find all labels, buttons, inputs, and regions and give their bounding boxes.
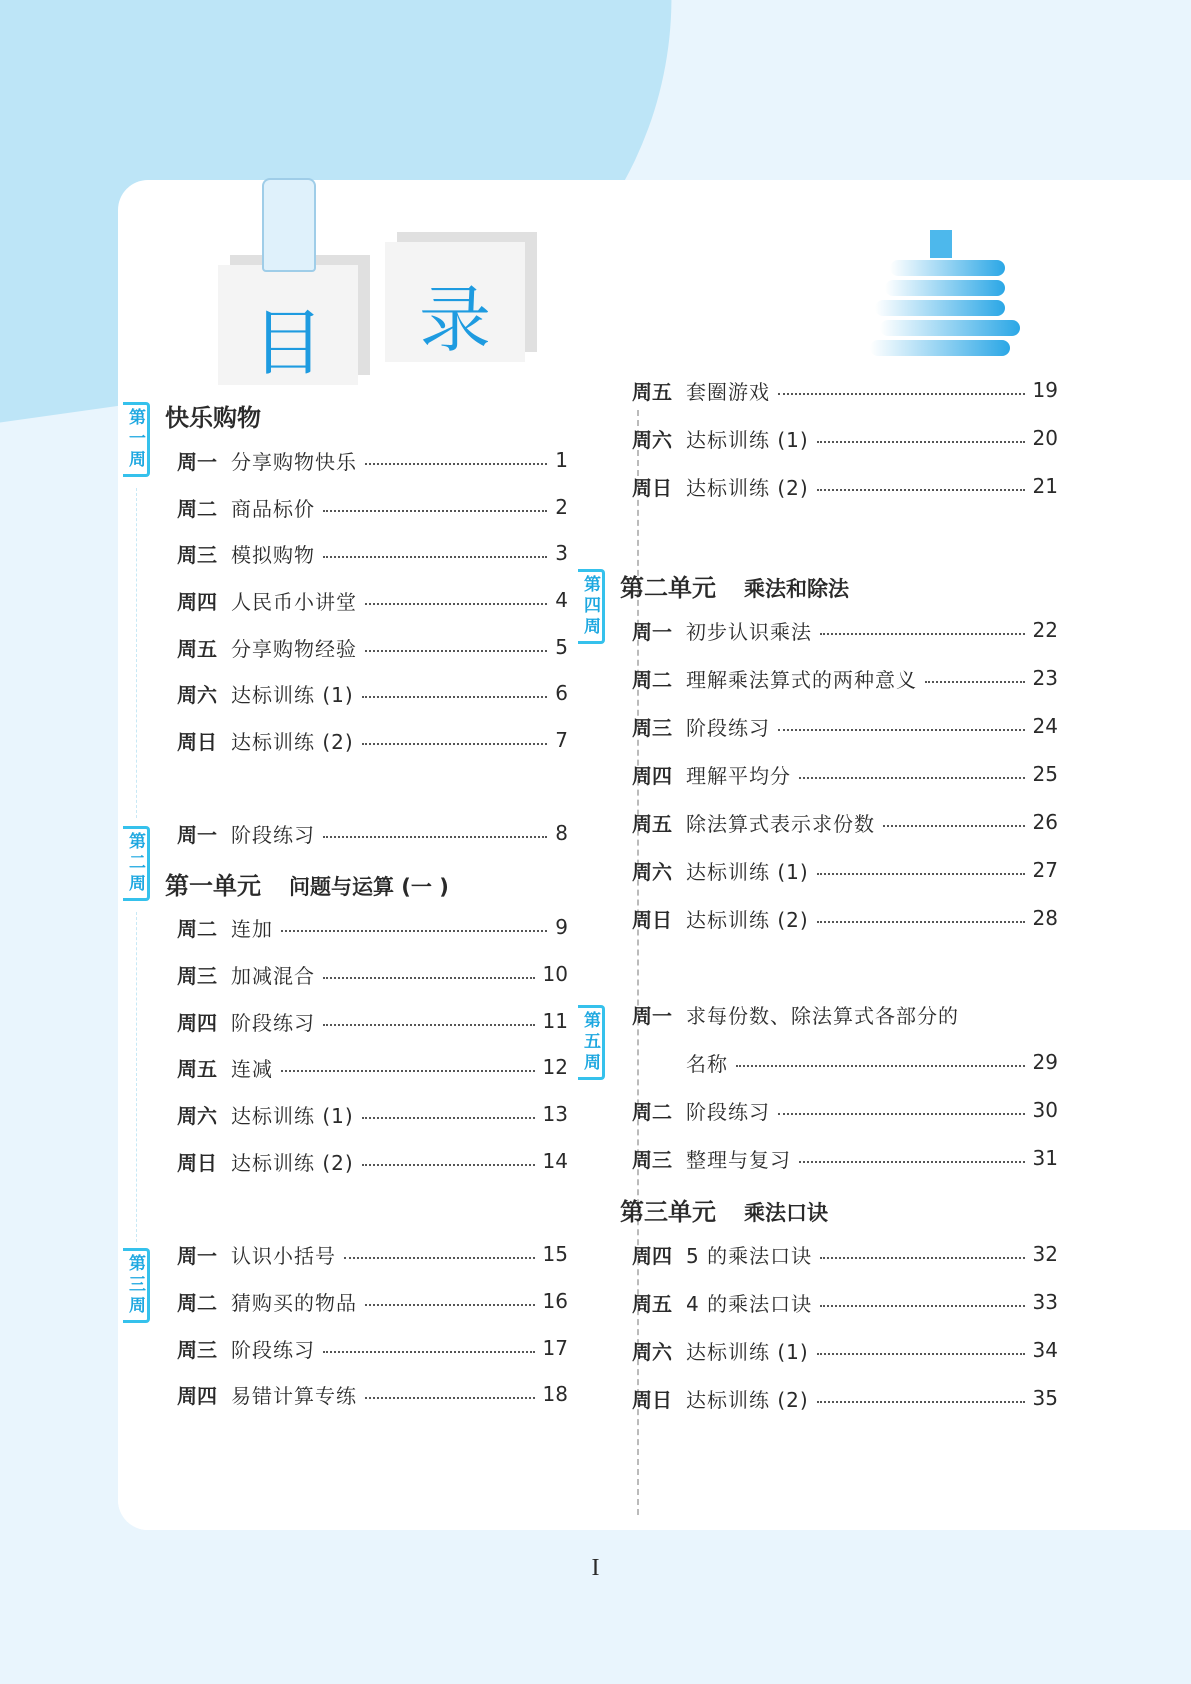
title-char: 录 (418, 278, 491, 362)
entry-page: 16 (542, 1289, 568, 1313)
toc-entry[interactable] (632, 1335, 1058, 1365)
dot-leader (365, 603, 547, 605)
heading-main: 快乐购物 (165, 404, 261, 432)
toc-entry[interactable] (177, 538, 568, 568)
entry-page: 28 (1032, 906, 1058, 930)
entry-page: 7 (555, 728, 568, 752)
entry-page: 3 (555, 541, 568, 565)
entry-title: 套圈游戏 (686, 379, 770, 404)
toc-entry[interactable] (177, 1286, 568, 1316)
toc-entry[interactable] (632, 1095, 1058, 1125)
entry-title: 阶段练习 (686, 1099, 770, 1124)
dot-leader (817, 1401, 1025, 1403)
dot-leader (323, 1351, 535, 1353)
entry-day: 周六 (177, 682, 217, 707)
entry-title: 分享购物经验 (231, 636, 357, 661)
entry-page: 12 (542, 1055, 568, 1079)
entry-page: 15 (542, 1242, 568, 1266)
entry-page: 27 (1032, 858, 1058, 882)
entry-page: 33 (1032, 1290, 1058, 1314)
toc-entry[interactable] (177, 725, 568, 755)
entry-page: 22 (1032, 618, 1058, 642)
toc-entry[interactable] (177, 959, 568, 989)
dot-leader (362, 1117, 535, 1119)
dot-leader (323, 510, 547, 512)
entry-day: 周二 (632, 667, 672, 692)
entry-day: 周五 (632, 379, 672, 404)
entry-title: 4 的乘法口诀 (686, 1291, 813, 1316)
dot-leader (362, 1164, 535, 1166)
dot-leader (778, 1113, 1025, 1115)
toc-entry[interactable] (632, 1047, 1058, 1077)
entry-page: 20 (1032, 426, 1058, 450)
entry-day: 周六 (632, 1339, 672, 1364)
entry-page: 19 (1032, 378, 1058, 402)
entry-page: 29 (1032, 1050, 1058, 1074)
toc-entry[interactable] (177, 585, 568, 615)
toc-entry[interactable] (632, 1143, 1058, 1173)
entry-day: 周四 (632, 763, 672, 788)
dot-leader (323, 556, 547, 558)
entry-page: 35 (1032, 1386, 1058, 1410)
entry-day: 周三 (632, 1147, 672, 1172)
title-cube-2 (385, 242, 525, 362)
entry-day: 周日 (177, 1150, 217, 1175)
entry-title: 达标训练 (1) (686, 859, 809, 884)
dot-leader (820, 633, 1025, 635)
entry-day: 周五 (177, 636, 217, 661)
dot-leader (817, 489, 1025, 491)
toc-entry[interactable] (177, 1379, 568, 1409)
page-number: I (591, 1555, 600, 1581)
dot-leader (362, 743, 548, 745)
heading-sub: 乘法口诀 (744, 1201, 828, 1225)
title-cube-1 (218, 265, 358, 385)
toc-entry[interactable] (632, 1239, 1058, 1269)
entry-page: 18 (542, 1382, 568, 1406)
mascot-illustration (262, 178, 316, 272)
entry-page: 6 (555, 681, 568, 705)
entry-day: 周六 (632, 427, 672, 452)
toc-entry[interactable] (177, 1052, 568, 1082)
heading-main: 第二单元 (620, 574, 716, 602)
dot-leader (736, 1065, 1025, 1067)
entry-title: 加减混合 (231, 963, 315, 988)
entry-title: 理解乘法算式的两种意义 (686, 667, 917, 692)
dot-leader (281, 1070, 535, 1072)
entry-day: 周五 (632, 1291, 672, 1316)
entry-page: 23 (1032, 666, 1058, 690)
entry-day: 周日 (632, 475, 672, 500)
toc-entry[interactable] (177, 1146, 568, 1176)
toc-entry[interactable] (632, 1383, 1058, 1413)
entry-title: 达标训练 (1) (231, 1103, 354, 1128)
dot-leader (817, 873, 1025, 875)
dot-leader (323, 1024, 535, 1026)
entry-day: 周四 (632, 1243, 672, 1268)
section-heading (165, 398, 261, 433)
entry-day: 周六 (632, 859, 672, 884)
dot-leader (817, 1353, 1025, 1355)
entry-title: 商品标价 (231, 496, 315, 521)
entry-day: 周四 (177, 589, 217, 614)
entry-page: 34 (1032, 1338, 1058, 1362)
entry-day: 周六 (177, 1103, 217, 1128)
toc-entry[interactable] (632, 807, 1058, 837)
toc-entry[interactable] (177, 1239, 568, 1269)
toc-entry[interactable] (177, 1099, 568, 1129)
entry-title: 猜购买的物品 (231, 1290, 357, 1315)
entry-page: 13 (542, 1102, 568, 1126)
entry-day: 周二 (177, 1290, 217, 1315)
entry-day: 周三 (177, 1337, 217, 1362)
week-tag: 第五周 (578, 1005, 605, 1080)
entry-title: 易错计算专练 (231, 1383, 357, 1408)
dot-leader (817, 921, 1025, 923)
section-heading (620, 568, 849, 603)
entry-title: 认识小括号 (231, 1243, 336, 1268)
entry-title: 达标训练 (2) (231, 1150, 354, 1175)
entry-page: 9 (555, 915, 568, 939)
entry-page: 26 (1032, 810, 1058, 834)
dot-leader (365, 1397, 535, 1399)
week-guide-line (136, 912, 137, 1242)
entry-title: 阶段练习 (231, 1010, 315, 1035)
entry-page: 31 (1032, 1146, 1058, 1170)
dot-leader (344, 1257, 535, 1259)
toc-entry[interactable] (632, 711, 1058, 741)
toc-entry[interactable] (632, 423, 1058, 453)
entry-title: 阶段练习 (686, 715, 770, 740)
dot-leader (925, 681, 1025, 683)
dot-leader (281, 930, 547, 932)
entry-page: 10 (542, 962, 568, 986)
week-tag: 第一周 (123, 402, 150, 477)
title-char: 目 (251, 301, 324, 385)
dot-leader (323, 977, 535, 979)
week-tag: 第四周 (578, 569, 605, 644)
heading-sub: 乘法和除法 (744, 577, 849, 601)
heading-sub: 问题与运算 (一 ) (289, 875, 449, 899)
entry-day: 周三 (632, 715, 672, 740)
dot-leader (323, 836, 547, 838)
entry-title: 连加 (231, 916, 273, 941)
entry-day: 周一 (177, 822, 217, 847)
dot-leader (362, 696, 548, 698)
toc-entry[interactable] (632, 903, 1058, 933)
entry-day: 周日 (177, 729, 217, 754)
entry-title: 达标训练 (1) (231, 682, 354, 707)
entry-title: 达标训练 (1) (686, 1339, 809, 1364)
entry-page: 5 (555, 635, 568, 659)
entry-day: 周日 (632, 907, 672, 932)
entry-day: 周二 (177, 916, 217, 941)
entry-page: 25 (1032, 762, 1058, 786)
entry-page: 30 (1032, 1098, 1058, 1122)
entry-page: 4 (555, 588, 568, 612)
entry-title: 整理与复习 (686, 1147, 791, 1172)
entry-title: 理解平均分 (686, 763, 791, 788)
toc-entry[interactable] (177, 678, 568, 708)
entry-day: 周一 (177, 1243, 217, 1268)
entry-page: 17 (542, 1336, 568, 1360)
dot-leader (365, 463, 547, 465)
entry-title: 达标训练 (2) (686, 907, 809, 932)
entry-day: 周五 (177, 1056, 217, 1081)
entry-title: 5 的乘法口诀 (686, 1243, 813, 1268)
entry-page: 32 (1032, 1242, 1058, 1266)
entry-day: 周二 (632, 1099, 672, 1124)
entry-page: 14 (542, 1149, 568, 1173)
entry-title: 达标训练 (2) (686, 1387, 809, 1412)
toc-entry[interactable] (632, 855, 1058, 885)
entry-day: 周四 (177, 1010, 217, 1035)
entry-page: 21 (1032, 474, 1058, 498)
toc-entry[interactable] (177, 1333, 568, 1363)
entry-day: 周二 (177, 496, 217, 521)
dot-leader (820, 1305, 1024, 1307)
dot-leader (799, 777, 1025, 779)
entry-day: 周一 (632, 619, 672, 644)
toc-entry[interactable] (632, 759, 1058, 789)
entry-title: 连减 (231, 1056, 273, 1081)
toc-entry[interactable] (632, 663, 1058, 693)
toc-entry[interactable] (177, 818, 568, 848)
entry-page: 11 (542, 1009, 568, 1033)
dot-leader (817, 441, 1025, 443)
section-heading (620, 1192, 828, 1227)
entry-day: 周一 (632, 1003, 672, 1028)
dot-leader (365, 1304, 535, 1306)
entry-page: 24 (1032, 714, 1058, 738)
entry-title: 分享购物快乐 (231, 449, 357, 474)
entry-title: 初步认识乘法 (686, 619, 812, 644)
entry-day: 周五 (632, 811, 672, 836)
toc-entry[interactable] (632, 999, 1058, 1029)
toc-entry[interactable] (177, 1006, 568, 1036)
dot-leader (365, 650, 547, 652)
entry-title: 达标训练 (1) (686, 427, 809, 452)
entry-day: 周三 (177, 963, 217, 988)
entry-page: 2 (555, 495, 568, 519)
entry-page: 8 (555, 821, 568, 845)
toc-entry[interactable] (177, 492, 568, 522)
dot-leader (820, 1257, 1024, 1259)
toc-entry[interactable] (632, 375, 1058, 405)
week-guide-line (136, 488, 137, 818)
entry-title: 求每份数、除法算式各部分的 (686, 1003, 959, 1028)
heading-main: 第一单元 (165, 872, 261, 900)
heading-main: 第三单元 (620, 1198, 716, 1226)
week-tag: 第二周 (123, 826, 150, 901)
entry-title: 阶段练习 (231, 1337, 315, 1362)
toc-entry[interactable] (632, 471, 1058, 501)
toc-entry[interactable] (632, 615, 1058, 645)
entry-title: 阶段练习 (231, 822, 315, 847)
entry-day: 周三 (177, 542, 217, 567)
dot-leader (778, 393, 1025, 395)
entry-title: 除法算式表示求份数 (686, 811, 875, 836)
entry-day: 周一 (177, 449, 217, 474)
entry-title: 达标训练 (2) (686, 475, 809, 500)
dot-leader (778, 729, 1025, 731)
entry-page: 1 (555, 448, 568, 472)
toc-entry[interactable] (177, 912, 568, 942)
dot-leader (883, 825, 1025, 827)
entry-title: 模拟购物 (231, 542, 315, 567)
dot-leader (799, 1161, 1025, 1163)
section-heading (165, 866, 449, 901)
books-illustration (870, 190, 1030, 355)
entry-title: 人民币小讲堂 (231, 589, 357, 614)
week-tag: 第三周 (123, 1248, 150, 1323)
entry-day: 周四 (177, 1383, 217, 1408)
toc-entry[interactable] (632, 1287, 1058, 1317)
toc-entry[interactable] (177, 445, 568, 475)
toc-entry[interactable] (177, 632, 568, 662)
entry-title: 达标训练 (2) (231, 729, 354, 754)
entry-day: 周日 (632, 1387, 672, 1412)
entry-title: 名称 (686, 1051, 728, 1076)
